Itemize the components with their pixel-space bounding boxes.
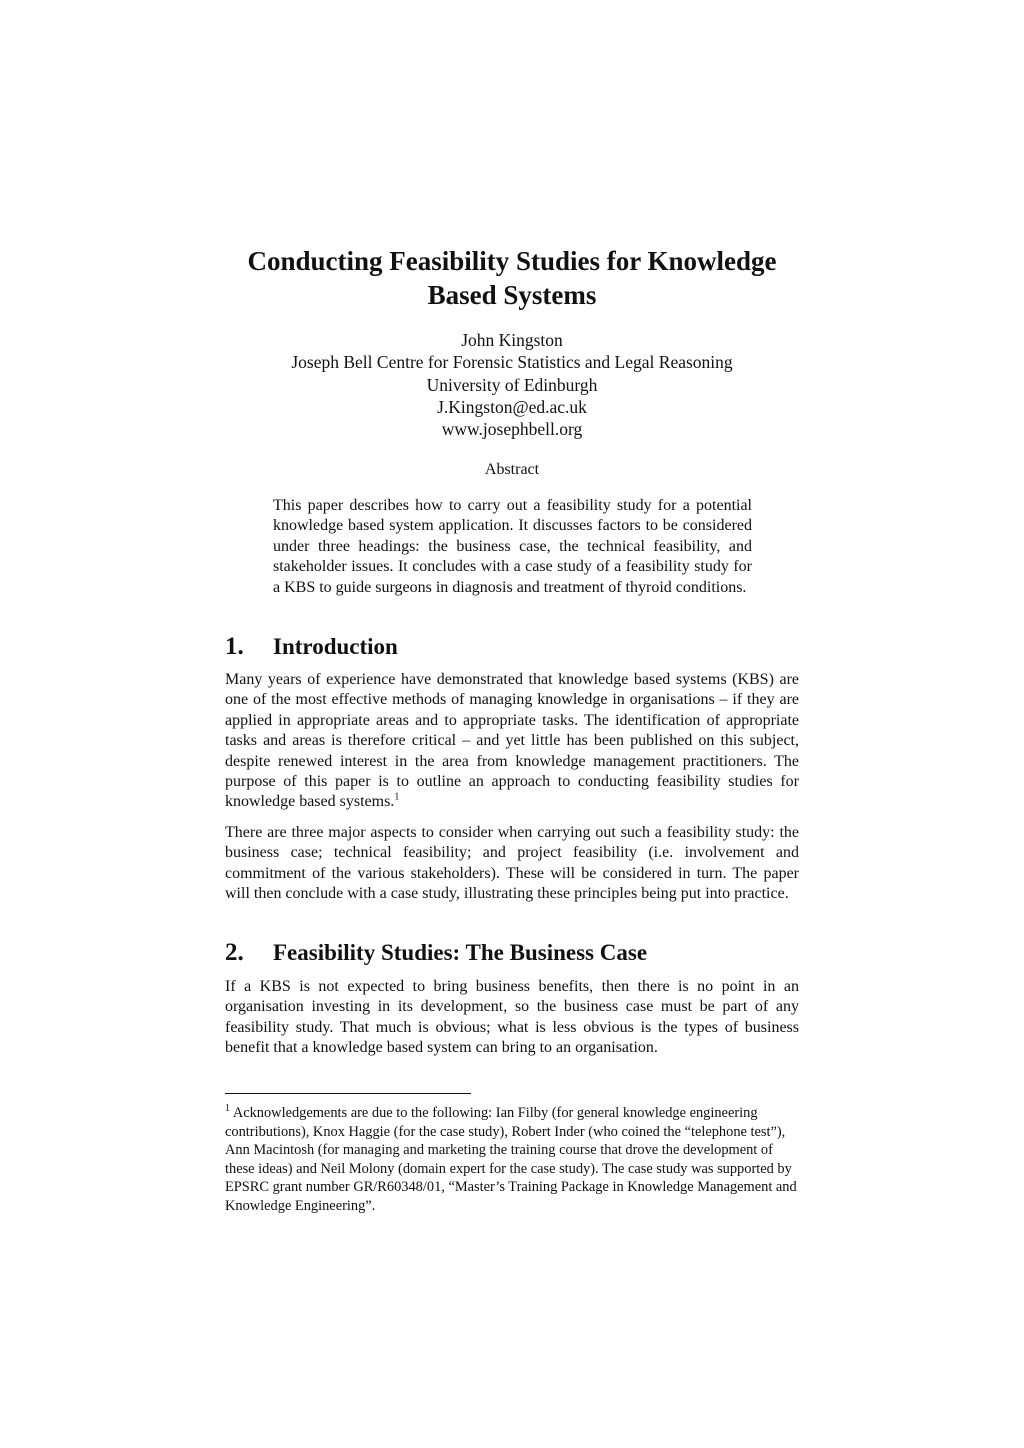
section-heading-business-case — [225, 938, 805, 968]
footnote-number: 1 — [225, 1103, 230, 1115]
author-website: www.josephbell.org — [441, 419, 583, 440]
author-affiliation: Joseph Bell Centre for Forensic Statistics and Legal Reasoning — [291, 352, 733, 373]
section-number: 2. — [225, 939, 244, 966]
author-name: John Kingston — [461, 330, 563, 350]
section-title: Introduction — [273, 634, 398, 659]
abstract-heading: Abstract — [484, 461, 540, 478]
author-block — [200, 329, 824, 440]
paper-title-line-2: Based Systems — [427, 280, 597, 310]
author-email: J.Kingston@ed.ac.uk — [437, 396, 587, 417]
footnote-text: Acknowledgements are due to the following: Ian Filby (for general knowledge engineering contributions), Knox Haggie (for the case study), Robert Inder (who coined the “telephone test”), Ann Macintosh (for managing and marketing the training course that drove the development of these ideas) and Neil Molony (domain expert for the case study). The case study was supported by EPSRC grant number GR/R60348/01, “Master’s Training Package in Knowledge Management and Knowledge Engineering”. — [225, 1105, 797, 1214]
section-title: Feasibility Studies: The Business Case — [273, 940, 648, 965]
author-university: University of Edinburgh — [426, 374, 598, 395]
business-case-paragraph-1: If a KBS is not expected to bring business benefits, then there is no point in an organisation investing in its development, so the business case must be part of any feasibility study. That much is obvious; what is less obvious is the types of business benefit that a knowledge based system can bring to an organisation. — [225, 978, 799, 1057]
section-number: 1. — [225, 633, 244, 660]
introduction-paragraph-2: There are three major aspects to consider when carrying out such a feasibility study: the business case; technical feasibility; and project feasibility (i.e. involvement and commitment of the various stakeholders). These will be considered in turn. The paper will then conclude with a case study, illustrating these principles being put into practice. — [225, 824, 799, 903]
footnote-divider — [225, 1093, 471, 1094]
section-heading-introduction — [225, 632, 805, 662]
paper-title-line-1: Conducting Feasibility Studies for Knowledge — [247, 246, 777, 276]
abstract-text: This paper describes how to carry out a feasibility study for a potential knowledge based system application. It discusses factors to be considered under three headings: the business case, the technical feasibility, and stakeholder issues. It concludes with a case study of a feasibility study for a KBS to guide surgeons in diagnosis and treatment of thyroid conditions. — [273, 497, 752, 596]
footnote-marker: 1 — [394, 792, 400, 804]
footnote — [225, 1104, 799, 1216]
paper-title — [200, 244, 824, 312]
introduction-paragraph-1 — [225, 670, 799, 813]
paragraph-text: Many years of experience have demonstrated that knowledge based systems (KBS) are one of the most effective methods of managing knowledge in organisations – if they are applied in appropriate areas and to appropriate tasks. The identification of appropriate tasks and areas is therefore critical – and yet little has been published on this subject, despite renewed interest in the area from knowledge management practitioners. The purpose of this paper is to outline an approach to conducting feasibility studies for knowledge based systems. — [225, 671, 799, 811]
